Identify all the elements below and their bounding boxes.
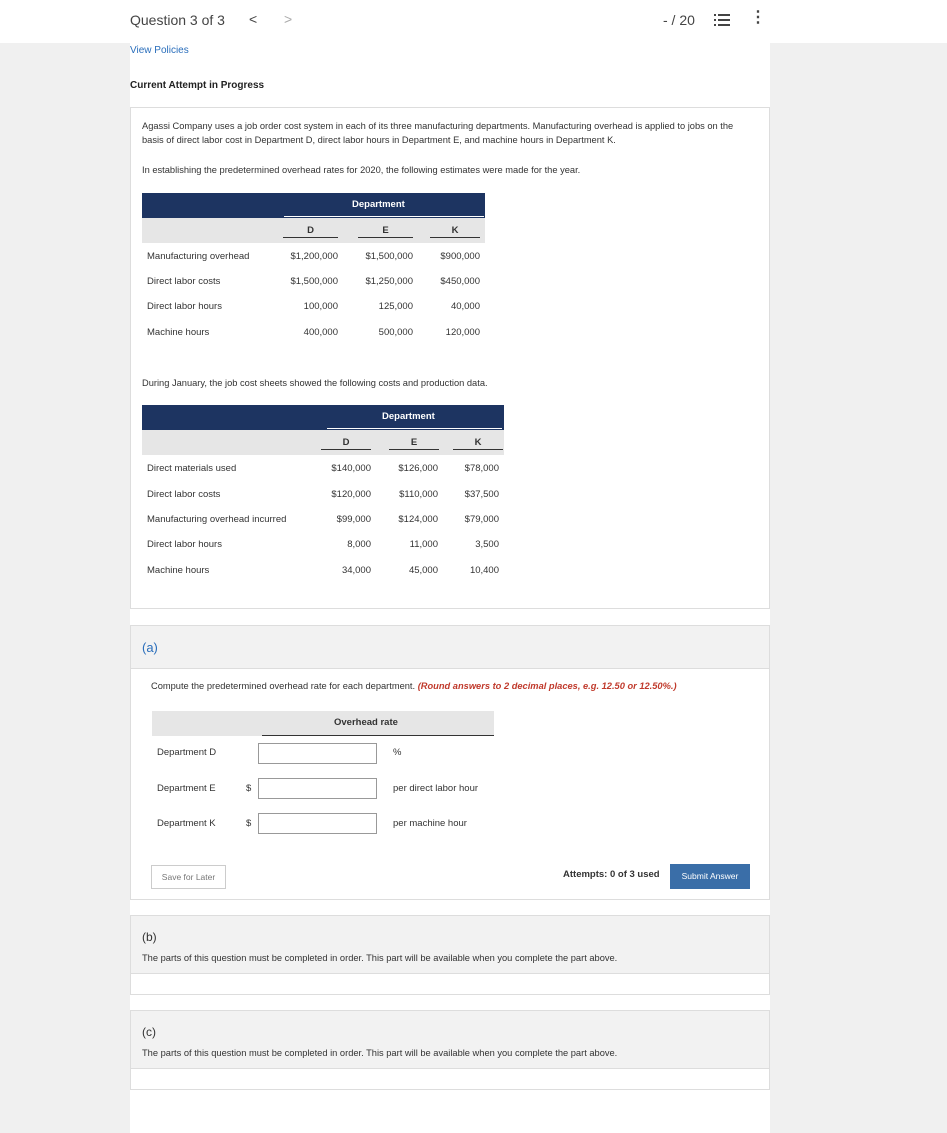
department-d-rate-input[interactable]	[258, 743, 377, 764]
top-bar	[0, 0, 947, 43]
problem-statement: Agassi Company uses a job order cost system in each of its three manufacturing departments. Manufacturing overhead is applied to jobs on the basis of direct labor cost in Department D, direct labor hours in Department E, and machine hours in Department K. In establishing the predetermined overhead rates for 2020, the following estimates were made for the year. Department D E K Manufacturing overhead $1,200,000 $1,500,000 $900,000 Direct labor costs $1,500,000 $1,250,000 $450,000 Direct labor hours 100,000 125,000 40,000 Machine hours 400,000 500,000 120,000 During January, the job cost sheets showed the following costs and production data. Department D E K Direct materials used $140,000 $126,000 $78,000 Direct labor costs $120,000 $110,000 $37,500 Manufacturing overhead incurred $99,000 $124,000 $79,000 Direct labor hours 8,000 11,000 3,500 Machine hours 34,000 45,000 10,400	[130, 107, 770, 609]
next-question-button[interactable]: >	[284, 11, 293, 27]
rounding-hint: (Round answers to 2 decimal places, e.g. 12.50 or 12.50%.)	[417, 681, 677, 691]
part-b-message: The parts of this question must be completed in order. This part will be available when you complete the part above.	[142, 953, 618, 963]
column-header-k: K	[430, 225, 480, 238]
part-a-label: (a)	[142, 640, 158, 655]
overhead-rate-header	[152, 711, 494, 736]
department-k-rate-input[interactable]	[258, 813, 377, 834]
column-header-k: K	[453, 437, 503, 450]
list-icon[interactable]	[714, 13, 730, 27]
column-header-e: E	[358, 225, 413, 238]
column-header-d: D	[283, 225, 338, 238]
save-for-later-button[interactable]: Save for Later	[151, 865, 226, 889]
part-c-label: (c)	[142, 1025, 156, 1039]
part-c-section	[130, 1010, 770, 1090]
part-b-label: (b)	[142, 930, 157, 944]
overhead-rate-title: Overhead rate	[334, 717, 398, 728]
column-header-d: D	[321, 437, 371, 450]
estimates-intro: In establishing the predetermined overhead rates for 2020, the following estimates were made for the year.	[142, 165, 581, 175]
part-c-message: The parts of this question must be completed in order. This part will be available when you complete the part above.	[142, 1048, 618, 1058]
part-a-section: (a) Compute the predetermined overhead rate for each department. (Round answers to 2 decimal places, e.g. 12.50 or 12.50%.) Overhead rate Department D % Department E $ per direct labor hour Department K $ per machine hour Save for Later Attempts: 0 of 3 used Submit Answer	[130, 625, 770, 900]
column-header-e: E	[389, 437, 439, 450]
table-header-bar	[142, 405, 504, 430]
question-position: Question 3 of 3	[130, 12, 225, 28]
unit-label: per machine hour	[393, 818, 467, 829]
previous-question-button[interactable]: <	[249, 11, 258, 27]
score: - / 20	[663, 12, 695, 28]
unit-label: per direct labor hour	[393, 783, 479, 794]
table-header-bar	[142, 193, 485, 218]
problem-intro: Agassi Company uses a job order cost system in each of its three manufacturing departments. Manufacturing overhead is applied to jobs on the basis of direct labor cost in Department D, direct labor hours in Department E, and machine hours in Department K.	[142, 121, 734, 145]
view-policies-link[interactable]: View Policies	[130, 45, 189, 56]
unit-label: %	[393, 747, 402, 758]
attempts-counter: Attempts: 0 of 3 used	[563, 869, 660, 880]
department-e-rate-input[interactable]	[258, 778, 377, 799]
department-group-header: Department	[352, 199, 405, 210]
attempt-status: Current Attempt in Progress	[130, 80, 265, 91]
part-a-instruction: Compute the predetermined overhead rate for each department. (Round answers to 2 decimal places, e.g. 12.50 or 12.50%.)	[151, 681, 677, 691]
part-b-section	[130, 915, 770, 995]
part-a-header	[131, 626, 769, 669]
department-group-header: Department	[382, 411, 435, 422]
more-vertical-icon[interactable]: ⋮	[750, 9, 766, 26]
january-intro: During January, the job cost sheets showed the following costs and production data.	[142, 378, 488, 388]
submit-answer-button[interactable]: Submit Answer	[670, 864, 750, 889]
